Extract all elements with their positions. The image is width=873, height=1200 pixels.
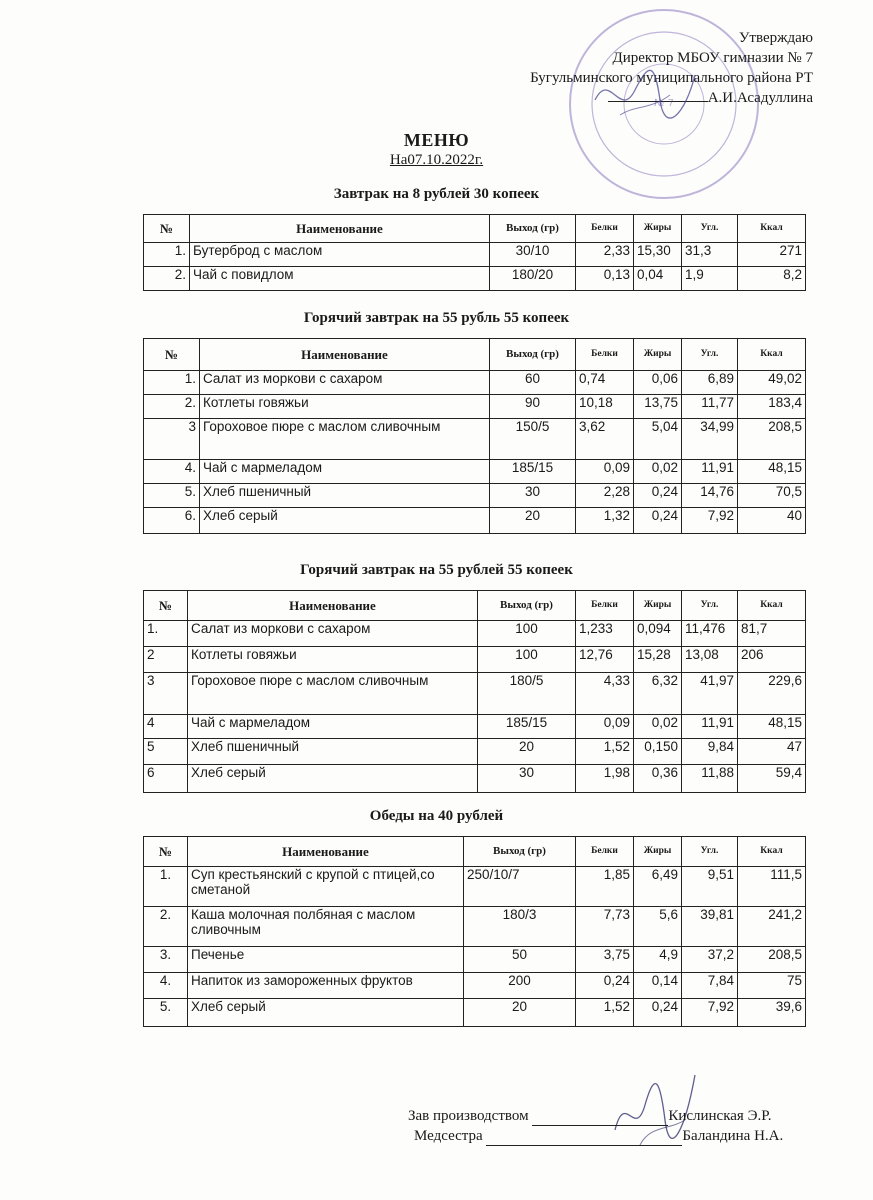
row-fat: 0,36	[634, 765, 682, 793]
table-row	[144, 715, 806, 739]
row-name: Печенье	[188, 947, 464, 973]
row-carbs: 6,89	[682, 371, 738, 395]
row-fat: 4,9	[634, 947, 682, 973]
row-protein: 0,09	[576, 460, 634, 484]
row-name: Хлеб пшеничный	[200, 484, 490, 508]
table-row	[144, 673, 806, 715]
col-header: Выход (гр)	[490, 339, 576, 371]
row-name: Суп крестьянский с крупой с птицей,со сметаной	[188, 867, 464, 907]
col-header: Белки	[576, 837, 634, 867]
row-kcal: 39,6	[738, 999, 806, 1027]
director-name: А.И.Асадуллина	[707, 90, 813, 106]
col-header: Выход (гр)	[478, 591, 576, 621]
row-protein: 1,98	[576, 765, 634, 793]
row-carbs: 37,2	[682, 947, 738, 973]
row-protein: 1,32	[576, 508, 634, 534]
row-name: Хлеб пшеничный	[188, 739, 478, 765]
row-no: 6	[144, 765, 188, 793]
row-kcal: 48,15	[738, 460, 806, 484]
row-carbs: 11,77	[682, 395, 738, 419]
production-label: Зав производством	[408, 1108, 529, 1124]
approval-line: Бугульминского муниципального района РТ	[530, 70, 813, 86]
approval-line: Директор МБОУ гимназии № 7	[612, 50, 813, 66]
row-kcal: 8,2	[738, 267, 806, 291]
row-carbs: 31,3	[682, 243, 738, 267]
col-header: Ккал	[738, 837, 806, 867]
row-no: 1.	[144, 243, 190, 267]
row-yield: 30	[478, 765, 576, 793]
row-name: Хлеб серый	[188, 999, 464, 1027]
row-fat: 0,02	[634, 460, 682, 484]
row-kcal: 206	[738, 647, 806, 673]
row-yield: 20	[478, 739, 576, 765]
row-name: Чай с мармеладом	[188, 715, 478, 739]
row-no: 2	[144, 647, 188, 673]
row-name: Хлеб серый	[188, 765, 478, 793]
col-header: №	[144, 591, 188, 621]
table-row	[144, 267, 806, 291]
row-protein: 10,18	[576, 395, 634, 419]
row-no: 5	[144, 739, 188, 765]
row-name: Чай с повидлом	[190, 267, 490, 291]
row-fat: 0,24	[634, 508, 682, 534]
row-yield: 200	[464, 973, 576, 999]
menu-table-lunch	[143, 836, 806, 1027]
row-no: 6.	[144, 508, 200, 534]
row-protein: 7,73	[576, 907, 634, 947]
table-row	[144, 395, 806, 419]
row-fat: 13,75	[634, 395, 682, 419]
row-fat: 0,150	[634, 739, 682, 765]
row-protein: 0,09	[576, 715, 634, 739]
svg-text:№ 7: № 7	[654, 98, 674, 109]
row-no: 3	[144, 419, 200, 460]
row-no: 1.	[144, 371, 200, 395]
col-header: Белки	[576, 339, 634, 371]
row-name: Котлеты говяжьи	[200, 395, 490, 419]
row-protein: 1,52	[576, 999, 634, 1027]
page-title: МЕНЮ	[403, 130, 470, 150]
nurse-name: Баландина Н.А.	[682, 1128, 784, 1144]
menu-date: На07.10.2022г.	[389, 152, 484, 168]
row-kcal: 40	[738, 508, 806, 534]
table-row	[144, 739, 806, 765]
row-carbs: 11,88	[682, 765, 738, 793]
table-row	[144, 907, 806, 947]
table-row	[144, 947, 806, 973]
col-header: Наименование	[200, 339, 490, 371]
row-name: Напиток из замороженных фруктов	[188, 973, 464, 999]
row-yield: 20	[464, 999, 576, 1027]
row-carbs: 39,81	[682, 907, 738, 947]
row-carbs: 11,476	[682, 621, 738, 647]
row-fat: 0,06	[634, 371, 682, 395]
row-protein: 3,62	[576, 419, 634, 460]
row-name: Гороховое пюре с маслом сливочным	[188, 673, 478, 715]
row-carbs: 1,9	[682, 267, 738, 291]
col-header: Наименование	[190, 215, 490, 243]
col-header: №	[144, 837, 188, 867]
row-yield: 150/5	[490, 419, 576, 460]
row-kcal: 59,4	[738, 765, 806, 793]
row-no: 4.	[144, 460, 200, 484]
row-name: Салат из моркови с сахаром	[200, 371, 490, 395]
row-no: 3	[144, 673, 188, 715]
col-header: Угл.	[682, 837, 738, 867]
row-kcal: 208,5	[738, 947, 806, 973]
row-carbs: 11,91	[682, 460, 738, 484]
section-title: Завтрак на 8 рублей 30 копеек	[333, 186, 540, 202]
row-protein: 0,13	[576, 267, 634, 291]
col-header: Угл.	[682, 591, 738, 621]
row-fat: 15,28	[634, 647, 682, 673]
row-yield: 185/15	[478, 715, 576, 739]
row-yield: 180/3	[464, 907, 576, 947]
row-yield: 60	[490, 371, 576, 395]
row-protein: 1,85	[576, 867, 634, 907]
table-row	[144, 867, 806, 907]
row-name: Каша молочная полбяная с маслом сливочным	[188, 907, 464, 947]
table-row	[144, 508, 806, 534]
row-protein: 2,33	[576, 243, 634, 267]
col-header: Жиры	[634, 215, 682, 243]
row-fat: 5,04	[634, 419, 682, 460]
row-kcal: 241,2	[738, 907, 806, 947]
row-fat: 0,04	[634, 267, 682, 291]
row-fat: 6,49	[634, 867, 682, 907]
table-row	[144, 371, 806, 395]
row-protein: 3,75	[576, 947, 634, 973]
row-fat: 15,30	[634, 243, 682, 267]
row-protein: 2,28	[576, 484, 634, 508]
production-name: Кислинская Э.Р.	[668, 1108, 772, 1124]
row-yield: 90	[490, 395, 576, 419]
row-yield: 20	[490, 508, 576, 534]
col-header: Угл.	[682, 339, 738, 371]
row-kcal: 70,5	[738, 484, 806, 508]
row-fat: 0,24	[634, 999, 682, 1027]
row-yield: 250/10/7	[464, 867, 576, 907]
row-carbs: 34,99	[682, 419, 738, 460]
row-kcal: 208,5	[738, 419, 806, 460]
row-name: Хлеб серый	[200, 508, 490, 534]
row-no: 1.	[144, 867, 188, 907]
row-carbs: 7,92	[682, 999, 738, 1027]
approval-line: Утверждаю	[738, 30, 813, 46]
row-kcal: 75	[738, 973, 806, 999]
table-row	[144, 973, 806, 999]
row-yield: 30	[490, 484, 576, 508]
col-header: Наименование	[188, 591, 478, 621]
col-header: Ккал	[738, 215, 806, 243]
row-no: 5.	[144, 999, 188, 1027]
col-header: Ккал	[738, 339, 806, 371]
row-yield: 180/5	[478, 673, 576, 715]
row-name: Котлеты говяжьи	[188, 647, 478, 673]
row-yield: 185/15	[490, 460, 576, 484]
col-header: Белки	[576, 591, 634, 621]
row-carbs: 11,91	[682, 715, 738, 739]
table-row	[144, 647, 806, 673]
row-no: 4	[144, 715, 188, 739]
row-carbs: 9,84	[682, 739, 738, 765]
col-header: Выход (гр)	[490, 215, 576, 243]
menu-table-hot-breakfast-1	[143, 338, 806, 534]
row-protein: 1,233	[576, 621, 634, 647]
row-fat: 0,14	[634, 973, 682, 999]
row-yield: 30/10	[490, 243, 576, 267]
director-signature	[590, 60, 700, 130]
row-fat: 0,24	[634, 484, 682, 508]
row-name: Салат из моркови с сахаром	[188, 621, 478, 647]
col-header: Угл.	[682, 215, 738, 243]
row-carbs: 9,51	[682, 867, 738, 907]
table-row	[144, 765, 806, 793]
row-protein: 0,74	[576, 371, 634, 395]
signature-production	[408, 1106, 771, 1126]
row-fat: 5,6	[634, 907, 682, 947]
menu-table-breakfast	[143, 214, 806, 291]
row-yield: 100	[478, 647, 576, 673]
row-carbs: 14,76	[682, 484, 738, 508]
row-protein: 1,52	[576, 739, 634, 765]
col-header: Жиры	[634, 591, 682, 621]
row-no: 2.	[144, 395, 200, 419]
menu-table-hot-breakfast-2	[143, 590, 806, 793]
row-name: Чай с мармеладом	[200, 460, 490, 484]
row-kcal: 47	[738, 739, 806, 765]
row-kcal: 229,6	[738, 673, 806, 715]
table-row	[144, 621, 806, 647]
row-yield: 100	[478, 621, 576, 647]
row-protein: 12,76	[576, 647, 634, 673]
col-header: Жиры	[634, 339, 682, 371]
row-yield: 50	[464, 947, 576, 973]
signature-nurse	[414, 1126, 783, 1146]
nurse-label: Медсестра	[414, 1128, 483, 1144]
row-fat: 0,02	[634, 715, 682, 739]
row-no: 4.	[144, 973, 188, 999]
row-carbs: 41,97	[682, 673, 738, 715]
row-carbs: 7,84	[682, 973, 738, 999]
row-no: 1.	[144, 621, 188, 647]
row-protein: 4,33	[576, 673, 634, 715]
col-header: Выход (гр)	[464, 837, 576, 867]
table-row	[144, 243, 806, 267]
row-name: Бутерброд с маслом	[190, 243, 490, 267]
row-kcal: 49,02	[738, 371, 806, 395]
row-kcal: 183,4	[738, 395, 806, 419]
row-kcal: 111,5	[738, 867, 806, 907]
col-header: №	[144, 215, 190, 243]
row-kcal: 81,7	[738, 621, 806, 647]
row-name: Гороховое пюре с маслом сливочным	[200, 419, 490, 460]
row-no: 3.	[144, 947, 188, 973]
col-header: Ккал	[738, 591, 806, 621]
row-carbs: 13,08	[682, 647, 738, 673]
table-row	[144, 999, 806, 1027]
col-header: Наименование	[188, 837, 464, 867]
col-header: №	[144, 339, 200, 371]
row-kcal: 48,15	[738, 715, 806, 739]
row-kcal: 271	[738, 243, 806, 267]
row-carbs: 7,92	[682, 508, 738, 534]
section-title: Горячий завтрак на 55 рублей 55 копеек	[300, 562, 573, 578]
row-yield: 180/20	[490, 267, 576, 291]
row-no: 5.	[144, 484, 200, 508]
col-header: Белки	[576, 215, 634, 243]
row-fat: 6,32	[634, 673, 682, 715]
row-no: 2.	[144, 267, 190, 291]
table-row	[144, 419, 806, 460]
col-header: Жиры	[634, 837, 682, 867]
row-protein: 0,24	[576, 973, 634, 999]
row-fat: 0,094	[634, 621, 682, 647]
table-row	[144, 484, 806, 508]
table-row	[144, 460, 806, 484]
section-title: Обеды на 40 рублей	[369, 808, 504, 824]
row-no: 2.	[144, 907, 188, 947]
section-title: Горячий завтрак на 55 рубль 55 копеек	[303, 310, 570, 326]
